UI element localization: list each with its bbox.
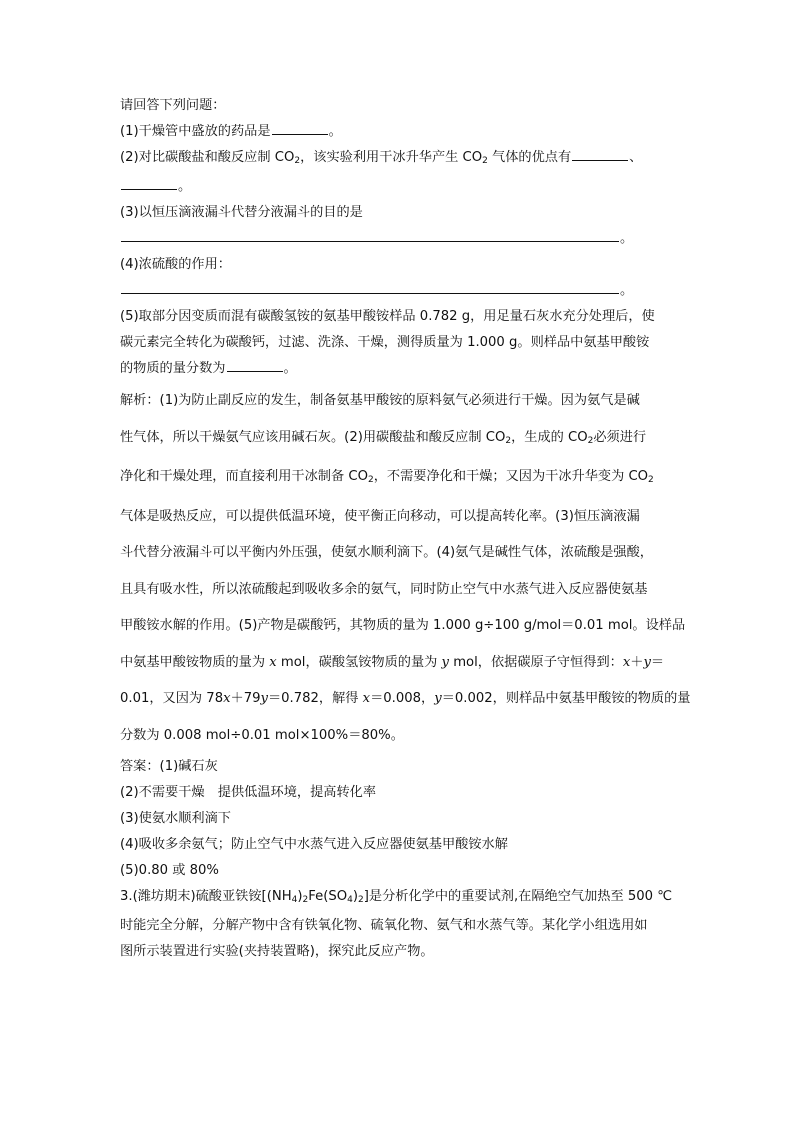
analysis-line-4 [120, 499, 676, 536]
q2-answer-blank-2[interactable] [121, 175, 177, 190]
analysis-line-6 [120, 572, 676, 609]
q2-subscript: 2 [294, 156, 301, 166]
answer-line-5 [120, 858, 676, 884]
answer-text-2: (2)不需要干燥 提供低温环境，提高转化率 [120, 785, 377, 800]
q1-answer-blank[interactable] [272, 120, 328, 135]
q3-answer-blank[interactable] [121, 227, 619, 242]
q3-text: (3)以恒压滴液漏斗代替分液漏斗的目的是 [120, 205, 363, 220]
analysis-text-1: 解析：(1)为防止副反应的发生，制备氨基甲酸铵的原料氨气必须进行干燥。因为氨气是碱 [120, 393, 640, 408]
q4-end: 。 [620, 283, 634, 298]
analysis-text-2b: ，生成的 CO [511, 429, 588, 445]
q2-text-c: 气体的优点有 [487, 150, 572, 165]
question-5-line-3 [120, 356, 676, 382]
analysis-text-6: 且具有吸水性，所以浓硫酸起到吸收多余的氨气，同时防止空气中水蒸气进入反应器使氨基 [120, 581, 648, 597]
analysis-text-7: 甲酸铵水解的作用。(5)产物是碳酸钙，其物质的量为 1.000 g÷100 g/mol＝0.01 mol。设样品 [120, 618, 686, 633]
analysis-sub-3b: 2 [648, 475, 654, 485]
analysis-var-y4: y [434, 691, 442, 706]
analysis-var-y3: y [260, 691, 268, 706]
q3-text-2: 时能完全分解，分解产物中含有铁氧化物、硫氧化物、氨气和水蒸气等。某化学小组选用如 [120, 918, 648, 933]
q3-text-1d: ) [352, 889, 359, 904]
analysis-line-3 [120, 459, 676, 499]
q5-answer-blank[interactable] [227, 357, 283, 372]
q3-text-1e: ]是分析化学中的重要试剂,在隔绝空气加热至 500 ℃ [363, 889, 673, 904]
q2-separator: 、 [629, 150, 643, 165]
q3-sub-4: 2 [358, 895, 364, 905]
answer-text-5: (5)0.80 或 80% [120, 863, 219, 878]
question-4-blank-line [120, 278, 676, 304]
analysis-text-4: 气体是吸热反应，可以提供低温环境，使平衡正向移动，可以提高转化率。(3)恒压滴液漏 [120, 508, 640, 524]
q2-subscript-2: 2 [482, 156, 488, 166]
questions-section [120, 93, 676, 382]
answer-line-2 [120, 780, 676, 806]
analysis-line-1 [120, 383, 676, 420]
answer-line-1 [120, 754, 676, 780]
q4-text: (4)浓硫酸的作用： [120, 257, 231, 272]
question-3-blank-line [120, 226, 676, 252]
q3-line-1 [120, 884, 676, 913]
q3-sub-2: 2 [302, 895, 309, 905]
analysis-sub-3a: 2 [367, 475, 374, 485]
q5-text-2: 碳元素完全转化为碳酸钙，过滤、洗涤、干燥，测得质量为 1.000 g。则样品中氨基甲酸铵 [120, 335, 650, 350]
analysis-text-2a: 性气体，所以干燥氨气应该用碱石灰。(2)用碳酸盐和酸反应制 CO [120, 429, 506, 445]
analysis-section [120, 383, 691, 754]
analysis-line-5 [120, 535, 676, 572]
intro-label: 请回答下列问题： [120, 98, 226, 113]
analysis-var-x: x [269, 654, 277, 670]
analysis-line-9 [120, 681, 691, 718]
analysis-var-y: y [441, 654, 449, 670]
analysis-text-9g: ＝0.002，则样品中氨基甲酸铵的物质的量 [441, 691, 691, 706]
analysis-var-y2: y [643, 654, 651, 670]
analysis-line-2 [120, 420, 676, 460]
analysis-var-x4: x [362, 691, 371, 706]
q5-text-1: (5)取部分因变质而混有碳酸氢铵的氨基甲酸铵样品 0.782 g，用足量石灰水充分处理后，使 [120, 309, 655, 324]
q3-text-1b: ) [297, 889, 303, 904]
analysis-equals: ＝ [650, 654, 665, 670]
answer-section [120, 754, 676, 884]
question-5-line-2 [120, 330, 676, 356]
q3-sub-3: 4 [347, 895, 353, 905]
analysis-text-9e: ＝0.008， [370, 691, 435, 706]
q3-line-2 [120, 913, 676, 939]
analysis-text-8c: mol，依据碳原子守恒得到： [449, 654, 623, 670]
answer-line-3 [120, 806, 676, 832]
q3-text-3: 图所示装置进行实验(夹持装置略)，探究此反应产物。 [120, 944, 434, 959]
analysis-text-3b: ，不需要净化和干燥；又因为干冰升华变为 CO [373, 469, 649, 484]
q5-text-3: 的物质的量分数为 [120, 361, 226, 376]
question-2-cont [120, 174, 676, 200]
question-2 [120, 145, 676, 174]
analysis-text-10: 分数为 0.008 mol÷0.01 mol×100%＝80%。 [120, 727, 404, 743]
analysis-line-10 [120, 718, 676, 755]
question-5-line-1 [120, 304, 676, 330]
document-page [120, 93, 691, 965]
analysis-line-7 [120, 608, 686, 645]
q2-text-a: (2)对比碳酸盐和酸反应制 CO [120, 150, 295, 165]
question-3 [120, 200, 676, 226]
answer-line-4 [120, 832, 676, 858]
analysis-text-2c: 必须进行 [593, 429, 647, 445]
analysis-text-9b: ＋79 [230, 691, 261, 706]
question-4 [120, 252, 676, 278]
q2-text-b: ，该实验利用干冰升华产生 CO [300, 150, 483, 165]
analysis-text-9c: ＝0.782，解得 [267, 691, 363, 706]
analysis-sub-2a: 2 [505, 435, 512, 446]
analysis-text-8a: 中氨基甲酸铵物质的量为 [120, 654, 270, 670]
q3-text-1c: Fe(SO [308, 889, 348, 904]
q5-end: 。 [283, 361, 297, 376]
q2-answer-blank-1[interactable] [572, 146, 628, 161]
analysis-var-x2: x [622, 654, 631, 670]
analysis-var-x3: x [223, 691, 231, 706]
answer-text-3: (3)使氨水顺利滴下 [120, 811, 231, 826]
analysis-plus: ＋ [630, 654, 644, 670]
question-3-section [120, 884, 676, 965]
analysis-line-8 [120, 645, 676, 682]
q3-end: 。 [620, 231, 634, 246]
q3-text-1a: 3.(潍坊期末)硫酸亚铁铵[(NH [120, 889, 292, 904]
analysis-text-3a: 净化和干燥处理，而直接利用干冰制备 CO [120, 469, 368, 484]
q3-line-3 [120, 939, 676, 965]
analysis-text-8b: mol，碳酸氢铵物质的量为 [276, 654, 442, 670]
analysis-text-9a: 0.01，又因为 78 [120, 691, 224, 706]
answer-text-1: 答案：(1)碱石灰 [120, 759, 218, 774]
question-1 [120, 119, 676, 145]
analysis-sub-2b: 2 [587, 435, 594, 446]
q2-end: 。 [178, 179, 192, 194]
q1-text: (1)干燥管中盛放的药品是 [120, 124, 271, 139]
q1-end: 。 [328, 124, 342, 139]
analysis-text-5: 斗代替分液漏斗可以平衡内外压强，使氨水顺利滴下。(4)氨气是碱性气体，浓硫酸是强酸， [120, 545, 653, 560]
answer-text-4: (4)吸收多余氨气；防止空气中水蒸气进入反应器使氨基甲酸铵水解 [120, 837, 508, 852]
intro-text [120, 93, 676, 119]
q4-answer-blank[interactable] [121, 279, 619, 294]
q3-sub-1: 4 [291, 895, 298, 905]
